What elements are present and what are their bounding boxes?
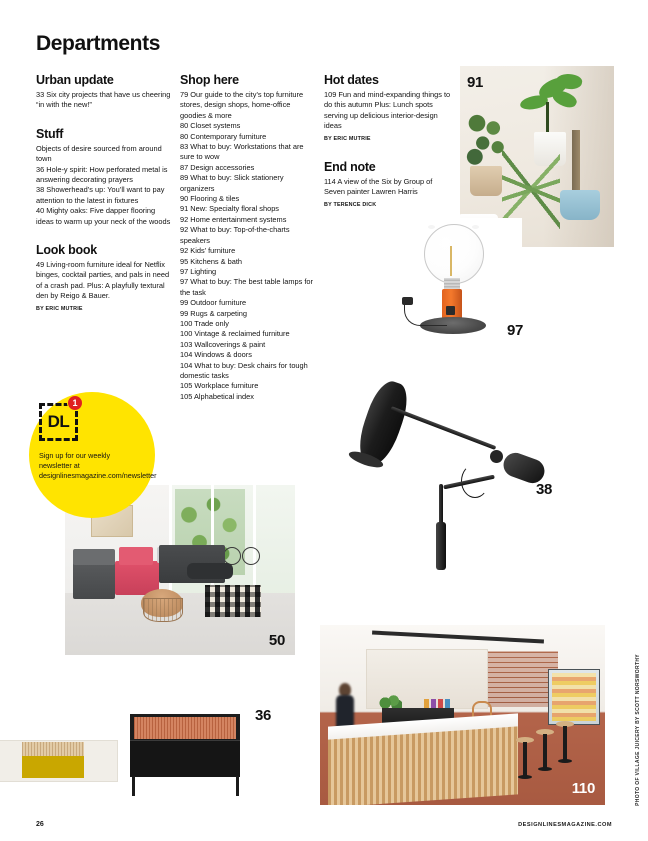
- list-item: 92 What to buy: Top-of-the-charts speakers: [180, 225, 290, 245]
- plant-pot: [470, 166, 502, 196]
- list-item: 92 Home entertainment systems: [180, 214, 287, 224]
- list-item: 80 Contemporary furniture: [180, 131, 267, 141]
- list-item: 100 Trade only: [180, 318, 229, 328]
- photo-sideboards: [0, 698, 284, 796]
- column-two: [180, 74, 316, 402]
- photo-number: 110: [571, 780, 595, 797]
- lamp-switch: [446, 306, 455, 315]
- base-hole: [472, 225, 479, 229]
- list-item: 97 What to buy: The best table lamps for the task: [180, 277, 313, 297]
- photo-table-lamp-bulb: [400, 218, 522, 338]
- list-item: 90 Flooring & tiles: [180, 194, 240, 204]
- list-item: 104 Windows & doors: [180, 350, 252, 360]
- section-heading-look-book: Look book: [36, 243, 97, 258]
- bicycle: [223, 543, 259, 565]
- list-item: 104 What to buy: Desk chairs for tough domestic tasks: [180, 360, 308, 380]
- sofa-bolster: [187, 563, 233, 579]
- perforated-panel: [22, 742, 84, 756]
- display-fridge: [548, 669, 600, 725]
- sideboard-doors: [130, 740, 240, 777]
- section-heading-shop-here: Shop here: [180, 73, 239, 87]
- list-item: 91 New: Specialty floral shops: [180, 204, 280, 214]
- list-item: 80 Closet systems: [180, 121, 241, 131]
- stool-post: [563, 726, 567, 760]
- list-item: 83 What to buy: Workstations that are sure to wow: [180, 142, 304, 162]
- sofa-armchair: [73, 559, 115, 599]
- byline: BY ERIC MUTRIE: [324, 135, 371, 142]
- section-heading-stuff: Stuff: [36, 126, 64, 141]
- blue-pot: [560, 190, 600, 220]
- photo-credit: PHOTO OF VILLAGE JUICERY BY SCOTT NORSWORTHY: [635, 654, 641, 806]
- list-item: 109 Fun and mind-expanding things to do this autumn Plus: Lunch spots serving up delicious interior-design ideas: [324, 90, 451, 131]
- cactus-stem: [572, 130, 580, 192]
- byline: BY TERENCE DICK: [324, 201, 377, 208]
- power-cord: [404, 303, 447, 326]
- stool-base: [518, 775, 532, 779]
- page-title: Departments: [36, 32, 160, 55]
- list-item: 87 Design accessories: [180, 162, 255, 172]
- sideboard-yellow-drawer: [22, 756, 84, 778]
- list-item: 89 What to buy: Slick stationery organizers: [180, 173, 284, 193]
- lamp-stem-grip: [436, 522, 446, 570]
- list-item: 99 Rugs & carpeting: [180, 308, 247, 318]
- fridge-shelves: [552, 673, 596, 721]
- plant-stem: [546, 102, 549, 136]
- notification-badge: 1: [67, 395, 83, 411]
- base-hole: [428, 225, 435, 229]
- list-item: 103 Wallcoverings & paint: [180, 339, 266, 349]
- list-item: 99 Outdoor furniture: [180, 298, 247, 308]
- list-item: 100 Vintage & reclaimed furniture: [180, 329, 290, 339]
- newsletter-signup-text: Sign up for our weekly newsletter at designlinesmagazine.com/newsletter: [39, 451, 157, 481]
- bulb-glass: [424, 224, 484, 284]
- list-item: 95 Kitchens & bath: [180, 256, 243, 266]
- photo-number: 97: [507, 322, 524, 339]
- list-item: 36 Hole-y spirit: How perforated metal is answering decorating prayers: [36, 164, 168, 185]
- column-three: [324, 74, 454, 210]
- plaid-ottoman: [205, 585, 261, 617]
- stool-post: [523, 742, 527, 776]
- photo-juice-bar: [320, 625, 605, 805]
- column-one: [36, 74, 172, 314]
- list-item: 97 Lighting: [180, 266, 217, 276]
- section-intro-stuff: Objects of desire sourced from around town: [36, 143, 162, 164]
- sideboard-leg: [132, 776, 135, 796]
- section-heading-end-note: End note: [324, 160, 376, 175]
- list-item: 114 A view of the Six by Group of Seven painter Lawren Harris: [324, 177, 433, 197]
- section-heading-urban-update: Urban update: [36, 73, 114, 87]
- list-item: 33 Six city projects that have us cheering “in with the new!”: [36, 90, 171, 110]
- list-item: 105 Workplace furniture: [180, 381, 259, 391]
- power-plug: [402, 297, 413, 305]
- window-mullion: [253, 485, 256, 597]
- dl-logo-text: DL: [47, 412, 70, 431]
- wood-slat-counter-front: [328, 726, 518, 805]
- list-item: 40 Mighty oaks: Five dapper flooring ideas to warm up your neck of the woods: [36, 206, 171, 226]
- sideboard-leg: [236, 776, 239, 796]
- page-number: 26: [36, 821, 44, 828]
- list-item: 49 Living-room furniture ideal for Netflix binges, cocktail parties, and pals in need of a crash pad. Plus: A playfully textural den by Reigo & Bauer.: [36, 260, 170, 301]
- lamp-upper-arm: [390, 406, 496, 450]
- list-item: 38 Showerhead’s up: You’ll want to pay attention to the latest in fixtures: [36, 185, 165, 205]
- stool-base: [538, 767, 552, 771]
- photo-number: 38: [536, 481, 553, 498]
- list-item: 79 Our guide to the city’s top furniture stores, design shops, home-office goodies & more: [180, 90, 304, 120]
- stool-base: [558, 759, 572, 763]
- photo-number: 91: [467, 74, 484, 91]
- byline: BY ERIC MUTRIE: [36, 305, 83, 312]
- list-item: 92 Kids’ furniture: [180, 246, 236, 256]
- stool-post: [543, 734, 547, 768]
- lamp-pivot-joint: [490, 450, 503, 463]
- bulb-filament: [450, 246, 452, 276]
- coffee-table-base: [143, 598, 183, 622]
- footer-website: DESIGNLINESMAGAZINE.COM: [518, 822, 612, 828]
- list-item: 105 Alphabetical index: [180, 391, 254, 401]
- photo-number: 50: [268, 632, 285, 649]
- perforated-panel: [134, 717, 236, 739]
- sofa-pink-cushion: [119, 547, 153, 565]
- photo-number: 36: [255, 707, 272, 724]
- photo-task-lamp: [335, 372, 553, 584]
- newsletter-signup-badge[interactable]: [29, 392, 155, 518]
- section-heading-hot-dates: Hot dates: [324, 73, 379, 87]
- sofa-back: [73, 549, 115, 565]
- bike-wheel: [242, 547, 260, 565]
